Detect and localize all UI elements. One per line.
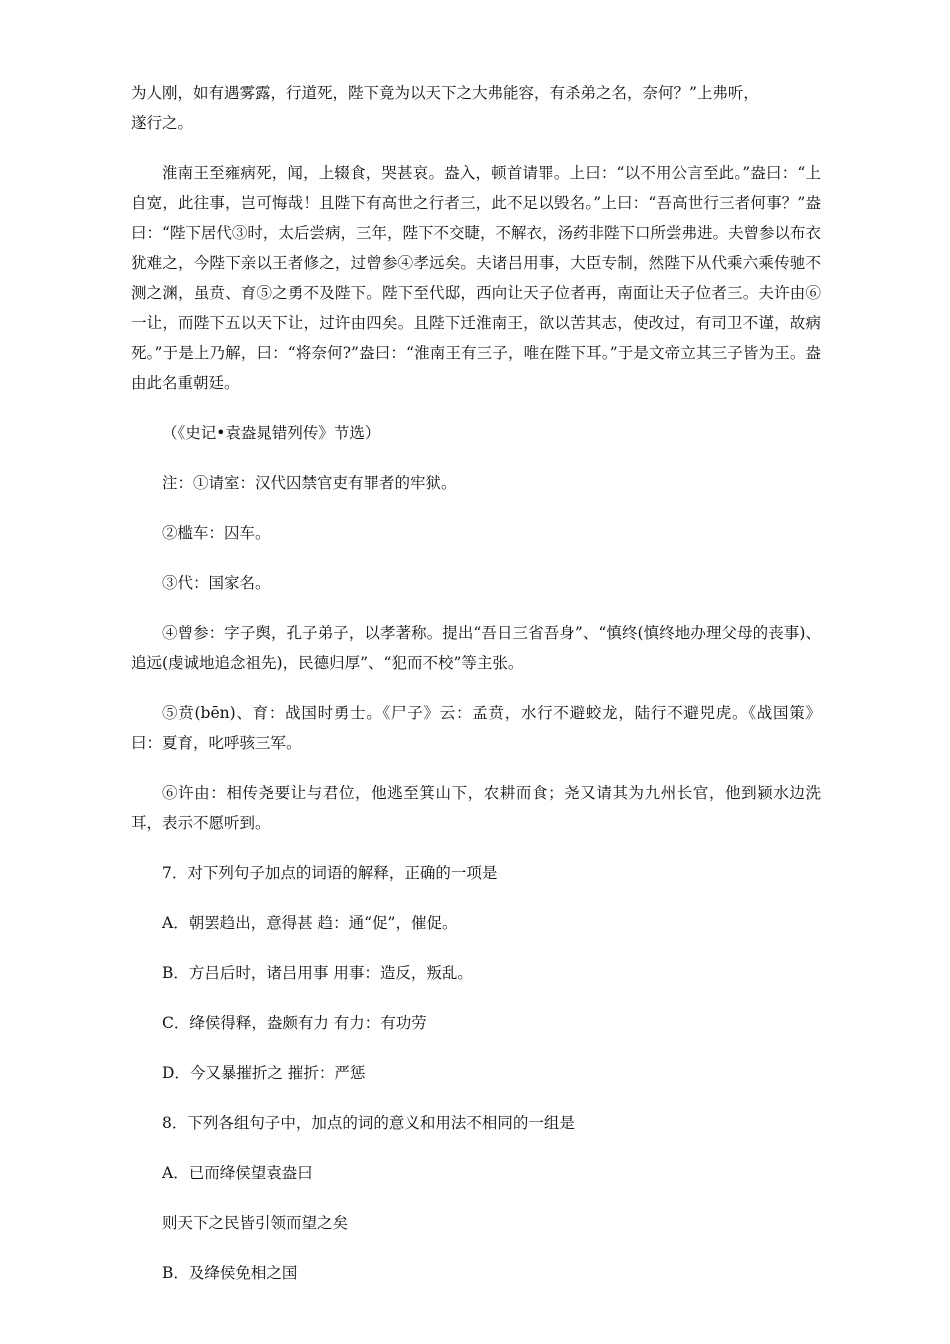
question-8-stem: 8．下列各组句子中，加点的词的意义和用法不相同的一组是 (162, 1114, 575, 1132)
question-7-option-a: A．朝罢趋出，意得甚 趋：通“促”，催促。 (162, 914, 458, 932)
question-7-option-c: C．绛侯得释，盎颇有力 有力：有功劳 (162, 1014, 427, 1032)
note-4: ④曾参：字子舆，孔子弟子，以孝著称。提出“吾日三省吾身”、“慎终(慎终地办理父母的丧事)、追远(虔诚地追念祖先)，民德归厚”、“犯而不校”等主张。 (131, 624, 821, 672)
note-3: ③代：国家名。 (162, 574, 271, 592)
question-8-option-a-line-1: A．已而绛侯望袁盎曰 (162, 1164, 313, 1182)
question-8-option-b-line-1: B．及绛侯免相之国 (162, 1264, 298, 1282)
note-1: 注：①请室：汉代囚禁官吏有罪者的牢狱。 (162, 474, 457, 492)
note-6: ⑥许由：相传尧要让与君位，他逃至箕山下，农耕而食；尧又请其为九州长官，他到颍水边洗耳，表示不愿听到。 (131, 784, 821, 832)
paragraph-1-line-1: 为人刚，如有遇雾露，行道死，陛下竟为以天下之大弗能容，有杀弟之名，奈何？”上弗听， (131, 84, 759, 102)
paragraph-1-line-2: 遂行之。 (131, 114, 194, 132)
question-8-option-a-line-2: 则天下之民皆引领而望之矣 (162, 1214, 349, 1232)
note-5: ⑤贲(bēn)、育：战国时勇士。《尸子》云：孟贲，水行不避蛟龙，陆行不避兕虎。《战国策》曰：夏育，叱呼骇三军。 (131, 704, 821, 752)
note-2: ②槛车：囚车。 (162, 524, 271, 542)
source-citation: （《史记•袁盎晁错列传》节选） (162, 424, 381, 442)
paragraph-2: 淮南王至雍病死，闻，上辍食，哭甚哀。盎入，顿首请罪。上曰：“以不用公言至此。”盎曰：“上自宽，此往事，岂可悔哉！且陛下有高世之行者三，此不足以毁名。”上曰：“吾高世行三者何事？”盎曰：“陛下居代③时，太后尝病，三年，陛下不交睫，不解衣，汤药非陛下口所尝弗进。夫曾参以布衣犹难之，今陛下亲以王者修之，过曾参④孝远矣。夫诸吕用事，大臣专制，然陛下从代乘六乘传驰不测之渊，虽贲、育⑤之勇不及陛下。陛下至代邸，西向让天子位者再，南面让天子位者三。夫许由⑥一让，而陛下五以天下让，过许由四矣。且陛下迁淮南王，欲以苦其志，使改过，有司卫不谨，故病死。”于是上乃解，曰：“将奈何?”盎曰：“淮南王有三子，唯在陛下耳。”于是文帝立其三子皆为王。盎由此名重朝廷。 (131, 164, 821, 392)
document-page (131, 78, 821, 1288)
question-7-option-d: D．今又暴摧折之 摧折：严惩 (162, 1064, 366, 1082)
question-7-option-b: B．方吕后时，诸吕用事 用事：造反，叛乱。 (162, 964, 473, 982)
question-7-stem: 7．对下列句子加点的词语的解释，正确的一项是 (162, 864, 498, 882)
